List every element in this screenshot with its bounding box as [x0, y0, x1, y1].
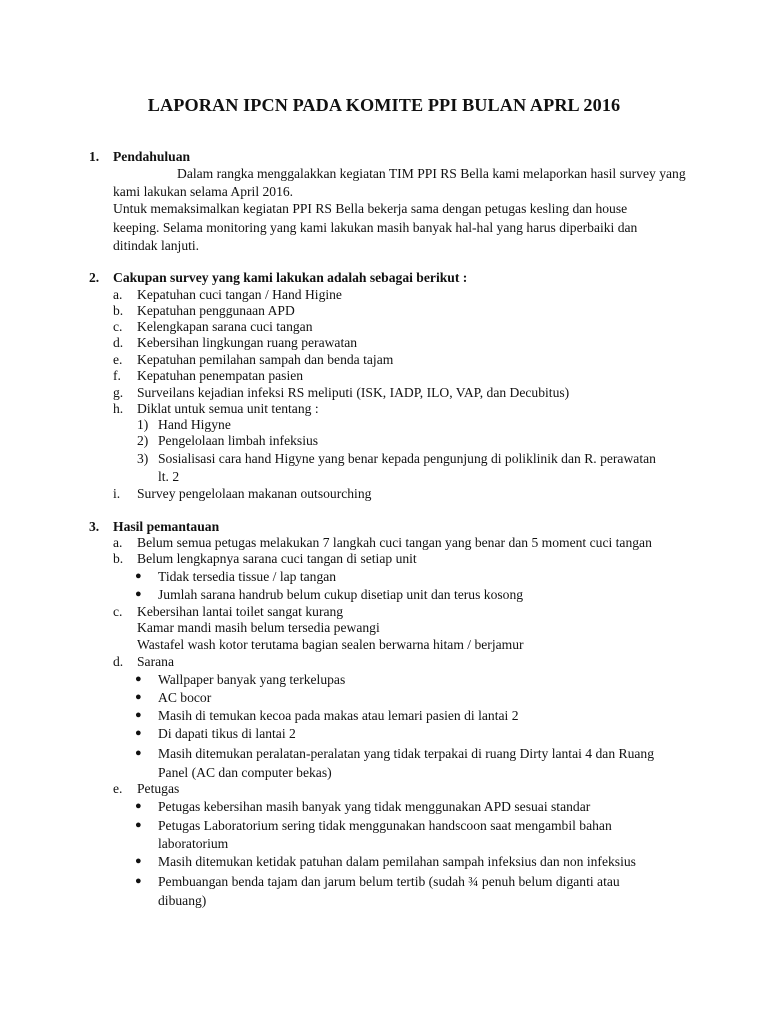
list-item-continuation: Wastafel wash kotor terutama bagian sealen berwarna hitam / berjamur: [137, 637, 524, 652]
bullet-item-continuation: dibuang): [158, 893, 207, 908]
list-marker: c.: [113, 319, 123, 334]
sublist-marker: 1): [137, 417, 149, 432]
bullet-icon: ●: [135, 709, 142, 721]
list-item: Sarana: [137, 654, 174, 669]
list-marker: g.: [113, 385, 124, 400]
list-item: Kepatuhan pemilahan sampah dan benda tajam: [137, 352, 394, 367]
section-2-title: Cakupan survey yang kami lakukan adalah sebagai berikut :: [113, 270, 468, 285]
list-marker: e.: [113, 781, 123, 796]
section-3-heading: [89, 518, 219, 535]
list-item-continuation: Kamar mandi masih belum tersedia pewangi: [137, 620, 380, 635]
list-marker: h.: [113, 401, 124, 416]
sublist-item-continuation: lt. 2: [158, 469, 180, 484]
list-item: Surveilans kejadian infeksi RS meliputi (ISK, IADP, ILO, VAP, dan Decubitus): [137, 385, 570, 400]
list-marker: i.: [113, 486, 121, 501]
list-item: Survey pengelolaan makanan outsourching: [137, 486, 372, 501]
bullet-item: AC bocor: [158, 690, 212, 705]
section-2-heading: [89, 269, 467, 286]
section-1-number: 1.: [89, 149, 100, 164]
section-3-number: 3.: [89, 519, 100, 534]
list-marker: a.: [113, 535, 123, 550]
bullet-item: Petugas Laboratorium sering tidak menggunakan handscoon saat mengambil bahan: [158, 818, 612, 833]
sec1-para1-line1: Dalam rangka menggalakkan kegiatan TIM PPI RS Bella kami melaporkan hasil survey yang: [177, 166, 686, 181]
list-marker: c.: [113, 604, 123, 619]
list-item: Kebersihan lingkungan ruang perawatan: [137, 335, 358, 350]
bullet-item-continuation: Panel (AC dan computer bekas): [158, 765, 332, 780]
list-item: Kepatuhan penempatan pasien: [137, 368, 304, 383]
bullet-icon: ●: [135, 819, 142, 831]
bullet-item: Jumlah sarana handrub belum cukup disetiap unit dan terus kosong: [158, 587, 524, 602]
list-marker: f.: [113, 368, 121, 383]
bullet-icon: ●: [135, 588, 142, 600]
sublist-item: Hand Higyne: [158, 417, 231, 432]
list-item: Belum semua petugas melakukan 7 langkah cuci tangan yang benar dan 5 moment cuci tangan: [137, 535, 652, 550]
sec1-para2-line3: ditindak lanjuti.: [113, 238, 200, 253]
section-1-heading: [89, 148, 190, 165]
sublist-item: Pengelolaan limbah infeksius: [158, 433, 319, 448]
sublist-marker: 2): [137, 433, 149, 448]
bullet-item: Tidak tersedia tissue / lap tangan: [158, 569, 337, 584]
bullet-icon: ●: [135, 855, 142, 867]
bullet-icon: ●: [135, 570, 142, 582]
list-marker: b.: [113, 303, 124, 318]
bullet-icon: ●: [135, 800, 142, 812]
bullet-item: Wallpaper banyak yang terkelupas: [158, 672, 346, 687]
bullet-icon: ●: [135, 747, 142, 759]
list-marker: e.: [113, 352, 123, 367]
bullet-icon: ●: [135, 673, 142, 685]
list-item: Petugas: [137, 781, 180, 796]
bullet-item: Masih ditemukan peralatan-peralatan yang tidak terpakai di ruang Dirty lantai 4 dan Ruang: [158, 746, 654, 761]
page-title: LAPORAN IPCN PADA KOMITE PPI BULAN APRL 2016: [147, 95, 621, 115]
sec1-para2-line1: Untuk memaksimalkan kegiatan PPI RS Bella bekerja sama dengan petugas kesling dan house: [113, 201, 628, 216]
section-2-number: 2.: [89, 270, 100, 285]
bullet-item: Masih di temukan kecoa pada makas atau lemari pasien di lantai 2: [158, 708, 519, 723]
bullet-item: Pembuangan benda tajam dan jarum belum tertib (sudah ¾ penuh belum diganti atau: [158, 874, 620, 889]
bullet-item: Petugas kebersihan masih banyak yang tidak menggunakan APD sesuai standar: [158, 799, 591, 814]
bullet-item-continuation: laboratorium: [158, 836, 229, 851]
list-marker: b.: [113, 551, 124, 566]
sec1-para1-line2: kami lakukan selama April 2016.: [113, 184, 294, 199]
bullet-item: Masih ditemukan ketidak patuhan dalam pemilahan sampah infeksius dan non infeksius: [158, 854, 636, 869]
list-item: Belum lengkapnya sarana cuci tangan di setiap unit: [137, 551, 417, 566]
section-3-title: Hasil pemantauan: [113, 519, 220, 534]
list-marker: d.: [113, 654, 124, 669]
bullet-item: Di dapati tikus di lantai 2: [158, 726, 296, 741]
bullet-icon: ●: [135, 875, 142, 887]
list-item: Kepatuhan penggunaan APD: [137, 303, 295, 318]
sublist-item: Sosialisasi cara hand Higyne yang benar kepada pengunjung di poliklinik dan R. perawatan: [158, 451, 656, 466]
list-item: Diklat untuk semua unit tentang :: [137, 401, 319, 416]
list-item: Kebersihan lantai toilet sangat kurang: [137, 604, 344, 619]
list-item: Kepatuhan cuci tangan / Hand Higine: [137, 287, 342, 302]
bullet-icon: ●: [135, 691, 142, 703]
list-marker: a.: [113, 287, 123, 302]
sublist-marker: 3): [137, 451, 149, 466]
list-item: Kelengkapan sarana cuci tangan: [137, 319, 313, 334]
bullet-icon: ●: [135, 727, 142, 739]
list-marker: d.: [113, 335, 124, 350]
section-1-title: Pendahuluan: [113, 149, 191, 164]
sec1-para2-line2: keeping. Selama monitoring yang kami lakukan masih banyak hal-hal yang harus diperbaiki dan: [113, 220, 638, 235]
